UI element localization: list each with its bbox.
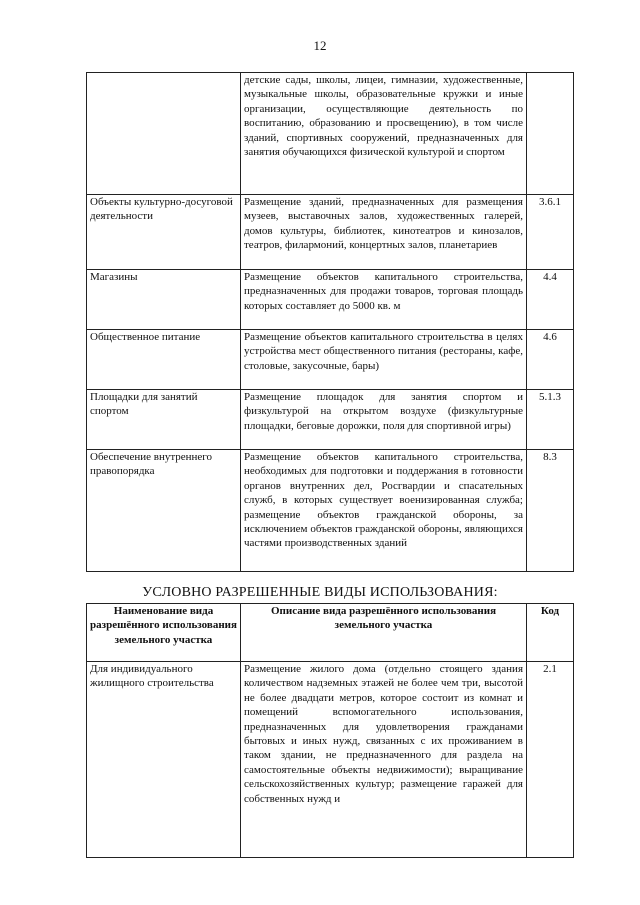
section-heading: УСЛОВНО РАЗРЕШЕННЫЕ ВИДЫ ИСПОЛЬЗОВАНИЯ: (142, 585, 498, 600)
use-description-cell: Размещение объектов капитального строительства, предназначенных для продажи товаров, торговая площадь которых составляет до 5000 кв. м (241, 270, 527, 330)
use-name-cell: Общественное питание (87, 330, 241, 390)
table-header-row (87, 604, 574, 662)
table-row (87, 73, 574, 195)
use-name-cell: Магазины (87, 270, 241, 330)
use-code-cell: 5.1.3 (527, 390, 574, 450)
use-name-cell (87, 73, 241, 195)
use-description-cell: Размещение объектов капитального строительства, необходимых для подготовки и поддержания в готовности органов внутренних дел, Росгвардии и спасательных служб, в которых существует военизированная служба; размещение объектов гражданской обороны, за исключением объектов гражданской обороны, являющихся частями производственных зданий (241, 450, 527, 572)
use-description-cell: Размещение зданий, предназначенных для размещения музеев, выставочных залов, художественных галерей, домов культуры, библиотек, кинотеатров и кинозалов, театров, филармоний, концертных залов, планетариев (241, 195, 527, 270)
table-row (87, 270, 574, 330)
use-code-cell: 8.3 (527, 450, 574, 572)
page-number: 12 (313, 38, 327, 53)
table-row (87, 662, 574, 858)
use-description-cell: Размещение площадок для занятия спортом и физкультурой на открытом воздухе (физкультурные площадки, беговые дорожки, поля для спортивной игры) (241, 390, 527, 450)
use-code-cell (527, 73, 574, 195)
header-name: Наименование вида разрешённого использования земельного участка (87, 604, 241, 662)
header-code: Код (527, 604, 574, 662)
use-description-cell: детские сады, школы, лицеи, гимназии, художественные, музыкальные школы, образовательные кружки и иные организации, осуществляющие деятельность по воспитанию, образованию и просвещению), в том числе зданий, спортивных сооружений, предназначенных для занятия обучающихся физической культурой и спортом (241, 73, 527, 195)
use-name-cell: Обеспечение внутреннего правопорядка (87, 450, 241, 572)
use-name-cell: Площадки для занятий спортом (87, 390, 241, 450)
permitted-uses-table-continued (86, 72, 574, 572)
table-row (87, 390, 574, 450)
table-row (87, 330, 574, 390)
conditionally-permitted-uses-table (86, 603, 574, 858)
table-row (87, 195, 574, 270)
use-code-cell: 4.6 (527, 330, 574, 390)
header-description: Описание вида разрешённого использования земельного участка (241, 604, 527, 662)
table-row (87, 450, 574, 572)
use-description-cell: Размещение объектов капитального строительства в целях устройства мест общественного питания (рестораны, кафе, столовые, закусочные, бары) (241, 330, 527, 390)
use-name-cell: Объекты культурно-досуговой деятельности (87, 195, 241, 270)
use-code-cell: 2.1 (527, 662, 574, 858)
use-code-cell: 3.6.1 (527, 195, 574, 270)
use-description-cell: Размещение жилого дома (отдельно стоящего здания количеством надземных этажей не более чем три, высотой не более двадцати метров, которое состоит из комнат и помещений вспомогательного использования, предназначенных для удовлетворения гражданами бытовых и иных нужд, связанных с их проживанием в таком здании, не предназначенного для раздела на самостоятельные объекты недвижимости); выращивание сельскохозяйственных культур; размещение гаражей для собственных нужд и (241, 662, 527, 858)
use-code-cell: 4.4 (527, 270, 574, 330)
use-name-cell: Для индивидуального жилищного строительства (87, 662, 241, 858)
